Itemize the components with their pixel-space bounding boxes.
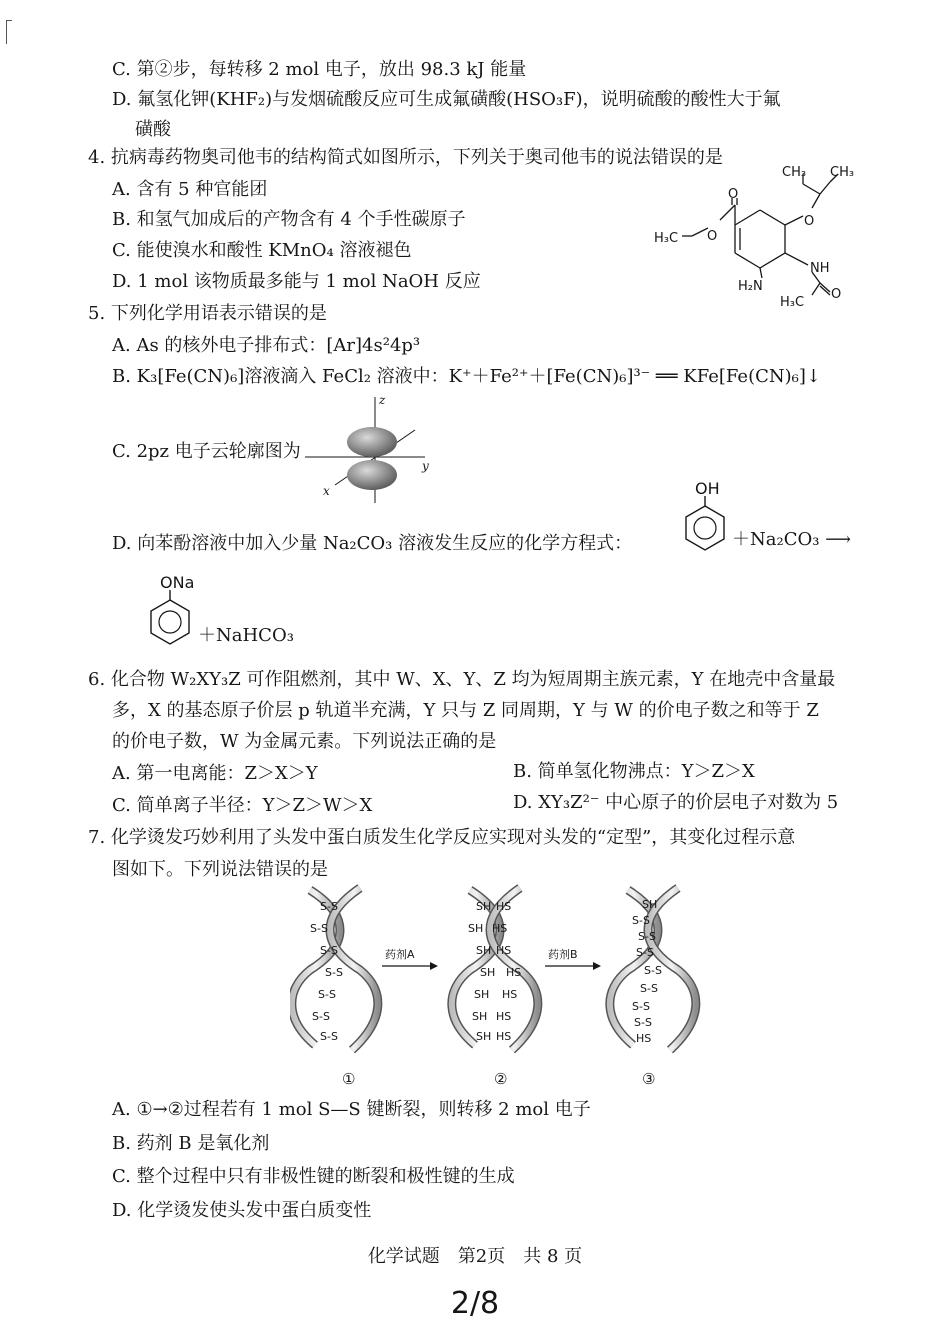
ss-bond-3-5: S-S [640, 982, 658, 995]
ether-o-label: O [804, 214, 815, 229]
hs-group-3-1: HS [636, 1032, 652, 1045]
hs-group-2-5: HS [502, 988, 518, 1001]
ch3-label-b: CH₃ [830, 165, 855, 180]
q6-option-b: B. 简单氢化物沸点：Y＞Z＞X [513, 761, 755, 782]
sh-group-2-6: SH [472, 1010, 488, 1023]
axis-z-label: z [379, 395, 386, 407]
q4-option-b: B. 和氢气加成后的产物含有 4 个手性碳原子 [112, 209, 466, 230]
diagram-label-1: ① [342, 1070, 356, 1088]
page-number: 2/8 [450, 1286, 500, 1321]
sodium-phenoxide-structure [140, 572, 200, 654]
crop-mark [6, 20, 7, 44]
hs-group-2-7: HS [496, 1030, 512, 1043]
hs-group-2-4: HS [506, 966, 522, 979]
orbital-upper-lobe [347, 427, 397, 457]
q6-stem-line3: 的价电子数，W 为金属元素。下列说法正确的是 [112, 731, 497, 752]
sh-group-2-4: SH [480, 966, 496, 979]
sh-group-2-5: SH [474, 988, 490, 1001]
ss-bond-3-4: S-S [644, 964, 662, 977]
crop-mark-top [6, 20, 12, 21]
ss-bond-3-1: S-S [632, 914, 650, 927]
q5-reagent: ＋Na₂CO₃ ⟶ [732, 529, 851, 550]
q7-option-b: B. 药剂 B 是氧化剂 [112, 1133, 270, 1154]
ss-bond-1-5: S-S [318, 988, 336, 1001]
reagent-a-label: 药剂A [385, 948, 415, 961]
sh-group-2-7: SH [476, 1030, 492, 1043]
h3c-label-left: H₃C [654, 231, 679, 246]
amide-o-label: O [831, 287, 842, 302]
q6-option-a: A. 第一电离能：Z＞X＞Y [112, 763, 318, 784]
q5-stem: 5. 下列化学用语表示错误的是 [88, 303, 327, 324]
h3c-label-bottom: H₃C [780, 295, 805, 310]
q6-stem-line1: 6. 化合物 W₂XY₃Z 可作阻燃剂，其中 W、X、Y、Z 均为短周期主族元素，Y 在地壳中含量最 [88, 669, 836, 690]
sh-group-2-1: SH [476, 900, 492, 913]
q6-stem-line2: 多，X 的基态原子价层 p 轨道半充满，Y 只与 Z 同周期，Y 与 W 的价电子数之和等于 Z [112, 700, 819, 721]
ss-bond-3-7: S-S [634, 1016, 652, 1029]
ss-bond-1-3: S-S [320, 944, 338, 957]
phenol-oh-label: OH [695, 479, 720, 498]
h2n-label: H₂N [738, 279, 763, 294]
sh-group-3-1: SH [642, 898, 658, 911]
2pz-orbital-diagram [305, 395, 445, 505]
product-ona-label: ONa [160, 573, 195, 592]
ss-bond-1-6: S-S [312, 1010, 330, 1023]
q4-option-a: A. 含有 5 种官能团 [112, 179, 268, 200]
helix-1 [292, 888, 378, 1050]
q5-option-b: B. K₃[Fe(CN)₆]溶液滴入 FeCl₂ 溶液中：K⁺＋Fe²⁺＋[Fe(CN)₆]³⁻ ══ KFe[Fe(CN)₆]↓ [112, 366, 821, 387]
q5-option-a: A. As 的核外电子排布式：[Ar]4s²4p³ [112, 335, 421, 356]
hs-group-2-1: HS [496, 900, 512, 913]
sh-group-2-2: SH [468, 922, 484, 935]
q7-option-d: D. 化学烫发使头发中蛋白质变性 [112, 1200, 372, 1221]
q3-option-d: D. 氟氢化钾(KHF₂)与发烟硫酸反应可生成氟磺酸(HSO₃F)，说明硫酸的酸性大于氟 [112, 89, 781, 110]
q7-stem-line1: 7. 化学烫发巧妙利用了头发中蛋白质发生化学反应实现对头发的“定型”，其变化过程示意 [88, 827, 796, 848]
ss-bond-1-4: S-S [325, 966, 343, 979]
q5-option-c: C. 2pz 电子云轮廓图为 [112, 441, 301, 462]
q7-option-a: A. ①→②过程若有 1 mol S—S 键断裂，则转移 2 mol 电子 [112, 1099, 591, 1120]
q4-stem: 4. 抗病毒药物奥司他韦的结构简式如图所示，下列关于奥司他韦的说法错误的是 [88, 147, 723, 168]
axis-x-label: x [323, 484, 330, 498]
hs-group-2-3: HS [496, 944, 512, 957]
diagram-label-2: ② [494, 1070, 508, 1088]
sh-group-2-3: SH [476, 944, 492, 957]
hs-group-2-6: HS [496, 1010, 512, 1023]
q5-product2: ＋NaHCO₃ [198, 625, 294, 646]
ch3-label-a: CH₃ [782, 165, 807, 180]
q6-option-c: C. 简单离子半径：Y＞Z＞W＞X [112, 795, 373, 816]
ss-bond-1-1: S-S [320, 900, 338, 913]
q4-option-d: D. 1 mol 该物质最多能与 1 mol NaOH 反应 [112, 271, 481, 292]
ss-bond-3-2: S-S [638, 930, 656, 943]
reagent-b-label: 药剂B [548, 948, 578, 961]
helix-2 [452, 888, 538, 1050]
oseltamivir-structure [640, 150, 870, 315]
page-footer: 化学试题 第2页 共 8 页 [367, 1246, 583, 1267]
q7-stem-line2: 图如下。下列说法错误的是 [112, 859, 328, 880]
carbonyl-o-label: O [728, 187, 739, 202]
ester-o-label: O [707, 229, 718, 244]
orbital-lower-lobe [347, 460, 397, 490]
diagram-label-3: ③ [642, 1070, 656, 1088]
axis-y-label: y [422, 459, 429, 473]
ss-bond-3-3: S-S [636, 946, 654, 959]
hs-group-2-2: HS [492, 922, 508, 935]
nh-label: NH [810, 261, 830, 276]
ss-bond-3-6: S-S [632, 1000, 650, 1013]
ss-bond-1-7: S-S [320, 1030, 338, 1043]
helix-3 [610, 888, 696, 1050]
q5-option-d: D. 向苯酚溶液中加入少量 Na₂CO₃ 溶液发生反应的化学方程式： [112, 533, 633, 554]
ss-bond-1-2: S-S [310, 922, 328, 935]
q3-option-d-cont: 磺酸 [135, 119, 171, 140]
q3-option-c: C. 第②步，每转移 2 mol 电子，放出 98.3 kJ 能量 [112, 59, 527, 80]
q7-option-c: C. 整个过程中只有非极性键的断裂和极性键的生成 [112, 1166, 515, 1187]
hair-perm-diagram [290, 880, 710, 1090]
q4-option-c: C. 能使溴水和酸性 KMnO₄ 溶液褪色 [112, 240, 412, 261]
q6-option-d: D. XY₃Z²⁻ 中心原子的价层电子对数为 5 [513, 792, 839, 813]
phenol-structure [675, 478, 735, 560]
